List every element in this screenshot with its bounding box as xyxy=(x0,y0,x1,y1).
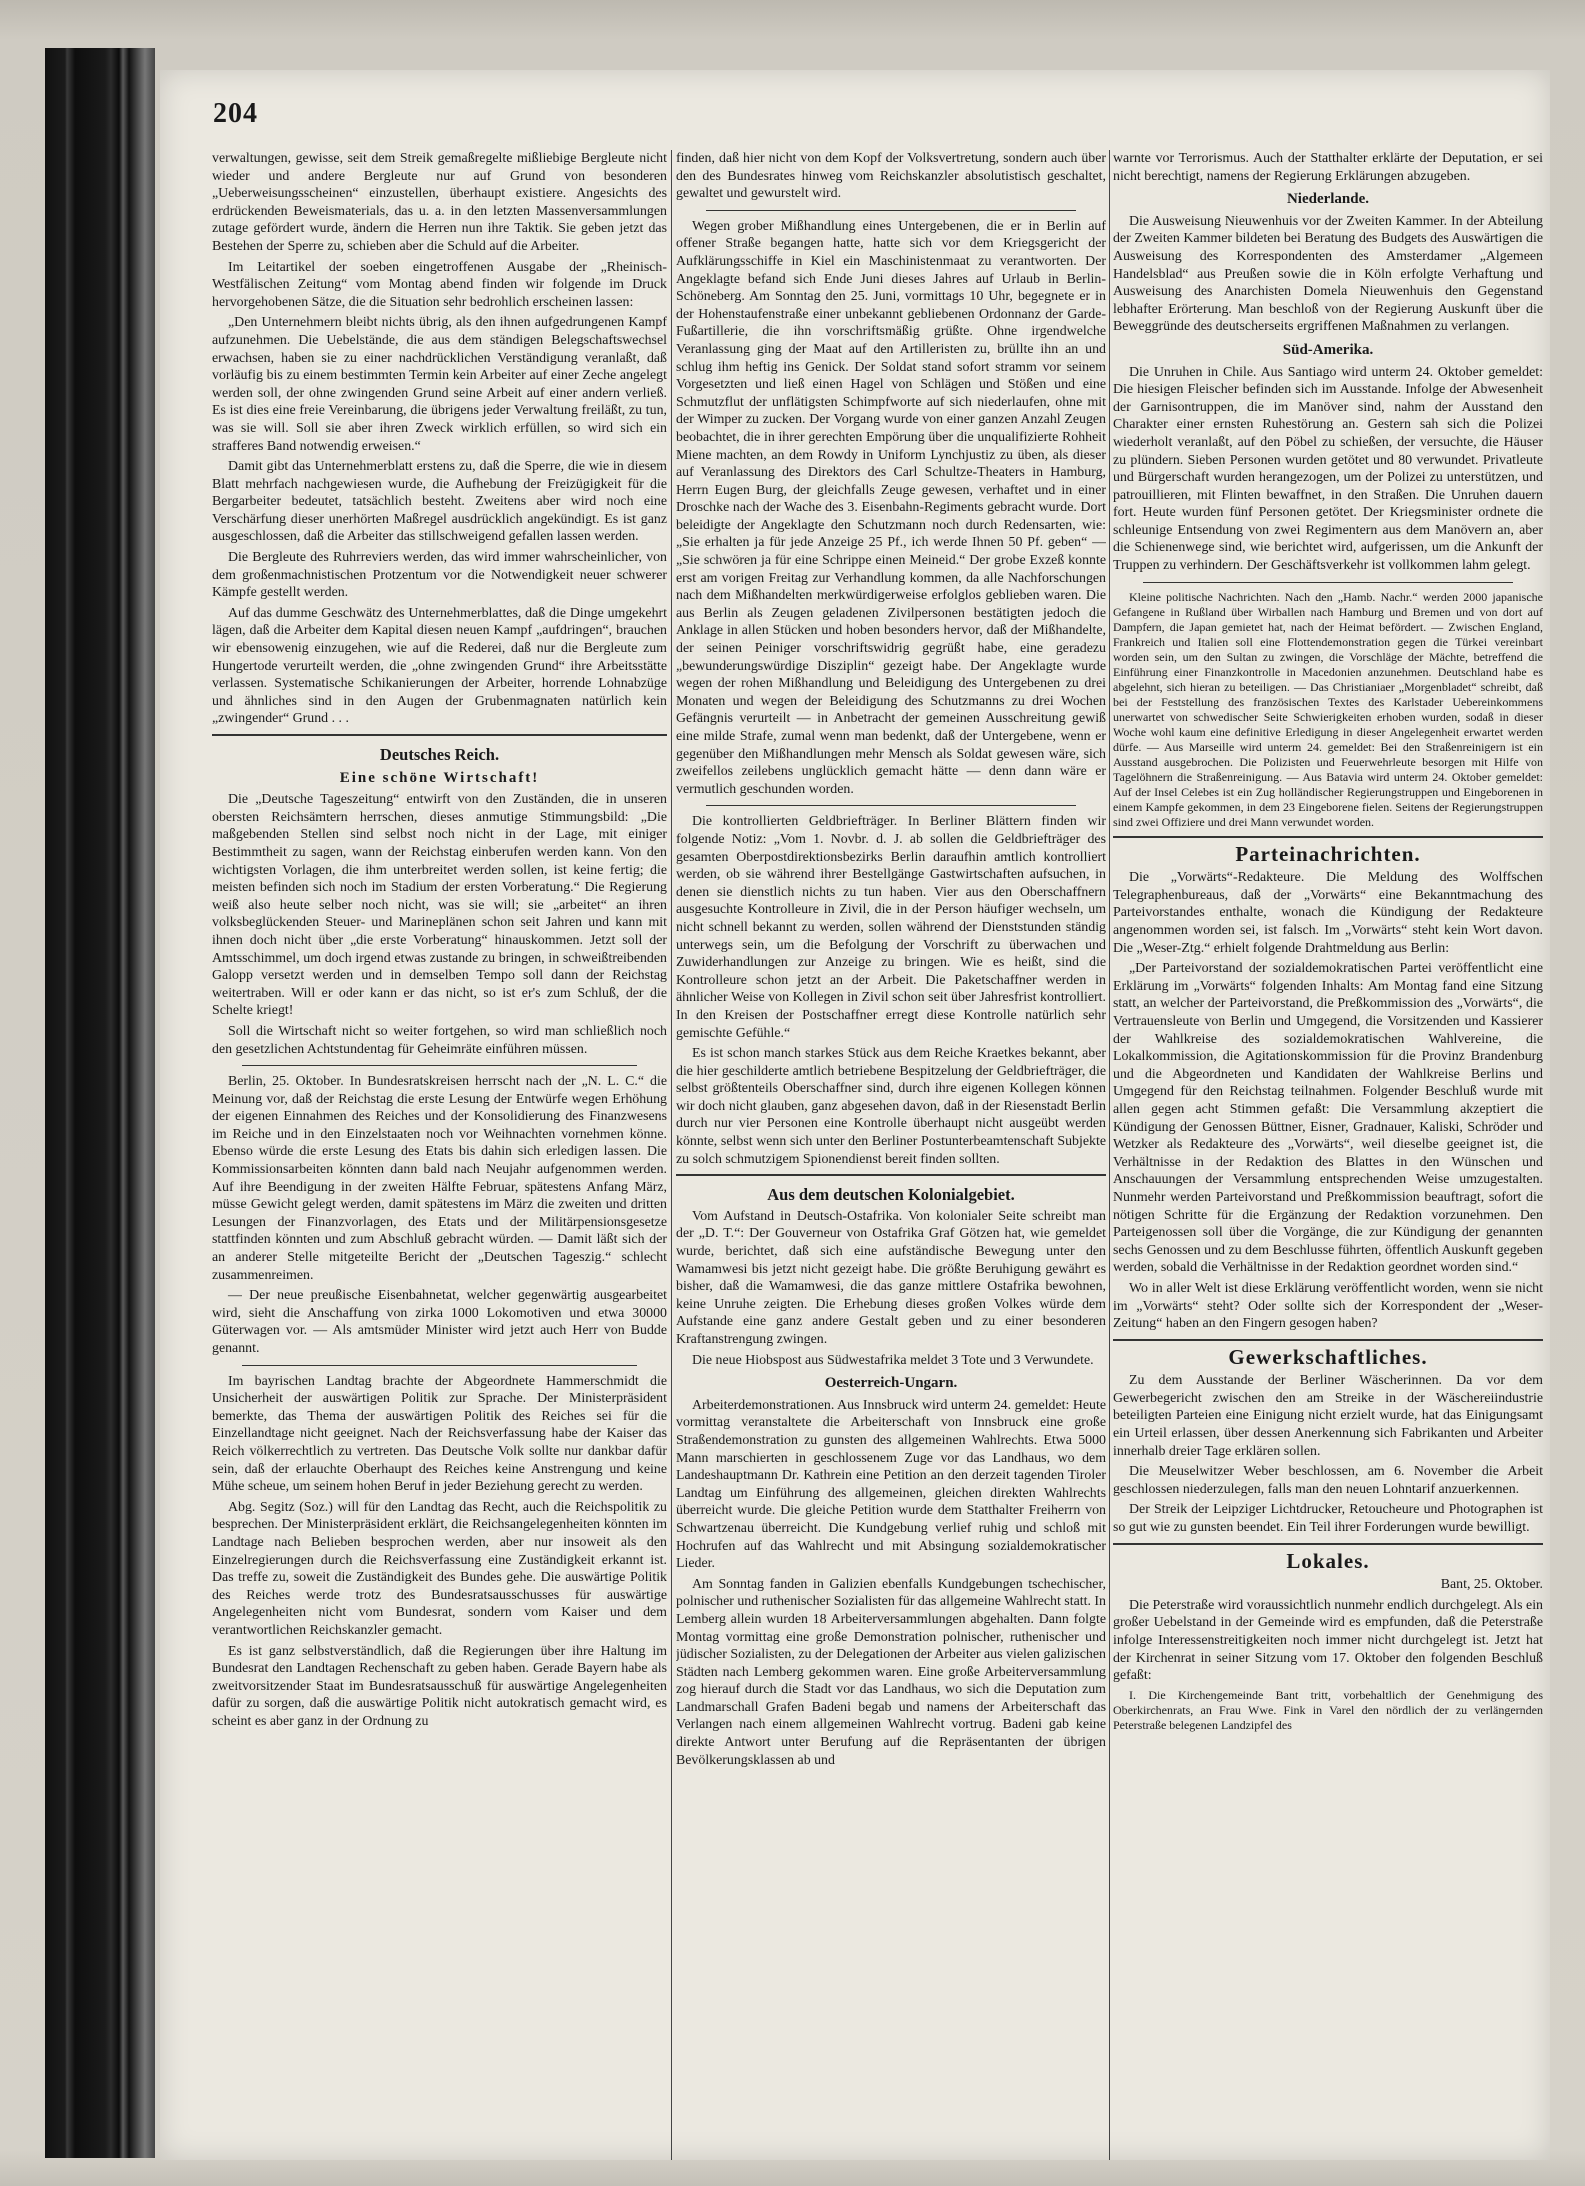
paragraph: warnte vor Terrorismus. Auch der Statthalter erklärte der Deputation, er sei nicht berechtigt, namens der Regierung Erklärungen abzugeben. xyxy=(1113,151,1543,184)
section-heading: Oesterreich-Ungarn. xyxy=(824,1375,958,1392)
column-2 xyxy=(676,150,1106,2160)
paragraph: Damit gibt das Unternehmerblatt erstens zu, daß die Sperre, die wie in diesem Blatt mehrfach nachgewiesen wurde, die Aufhebung der Freizügigkeit für die Bergarbeiter bedeutet, tatsächlich besteht. Zweitens aber wird noch eine Verschärfung dieser unerhörten Maßregel ausdrücklich angekündigt. Es ist ganz ausgeschlossen, daß die Arbeiter das stillschweigend gefallen lassen werden. xyxy=(212,459,667,545)
paragraph: Die Peterstraße wird voraussichtlich nunmehr endlich durchgelegt. Als ein großer Uebelstand in der Gemeinde wird es empfunden, daß die Peterstraße infolge Interessenstreitigkeiten noch immer nicht durchgelegt ist. Jetzt hat der Kirchenrat in seiner Sitzung vom 17. Oktober den folgenden Beschluß gefaßt: xyxy=(1113,1597,1543,1684)
section-heading: Süd-Amerika. xyxy=(1282,341,1374,358)
divider xyxy=(242,1065,637,1066)
page-number: 204 xyxy=(213,98,258,129)
section-heading: Gewerkschaftliches. xyxy=(1228,1344,1428,1369)
section-divider xyxy=(1113,1543,1543,1545)
section-heading: Niederlande. xyxy=(1286,191,1370,208)
divider xyxy=(1143,582,1513,583)
section-heading: Aus dem deutschen Kolonialgebiet. xyxy=(767,1185,1015,1205)
paragraph: Die „Deutsche Tageszeitung“ entwirft von den Zuständen, die in unseren obersten Reichsämtern herrschen, dieses anmutige Stimmungsbild: „Die maßgebenden Stellen sind selbst noch nicht in der Lage, mit einiger Bestimmtheit zu sagen, wann der Reichstag einberufen werden kann. Von den wichtigsten Vorlagen, die ihm unterbreitet werden sollen, ist keine fertig; die meisten befinden sich noch im Stadium der ersten Vorberatung.“ Die Regierung weiß also heute selber noch nicht, was sie will; sie „arbeitet“ an ihren volksbeglückenden Steuer- und Marineplänen schon seit Jahren und kann mit ihnen doch nicht über „die erste Vorberatung“ hinauskommen. Jetzt soll der Amtsschimmel, um doch irgend etwas zustande zu bringen, in schweißtreibenden Galopp versetzt werden und in demselben Tempo soll dann der Reichstag weitertraben. Will er oder kann er das nicht, so ist er's zum Schluß, der die Schelte kriegt! xyxy=(212,792,667,1019)
section-divider xyxy=(212,734,667,736)
paragraph: Es ist schon manch starkes Stück aus dem Reiche Kraetkes bekannt, aber die hier geschilderte amtlich betriebene Bespitzelung der Geldbriefträger, die selbst größtenteils Oberschaffner sind, durch ihre eigenen Kollegen können wir doch nicht glauben, ganz abgesehen davon, daß in der Riesenstadt Berlin durch nur vier Personen eine Kontrolle überhaupt nicht ausgeübt werden könnte, selbst wenn sich unter den Berliner Postunterbeamtenschaft Subjekte zu solch schmutzigem Spionendienst bereit finden sollten. xyxy=(676,1046,1106,1167)
dateline: Bant, 25. Oktober. xyxy=(1440,1577,1543,1593)
paragraph: Die Bergleute des Ruhrreviers werden, das wird immer wahrscheinlicher, von dem großenmachnistischen Protzentum vor die Notwendigkeit neuer schwerer Kämpfe gestellt werden. xyxy=(212,550,667,601)
paragraph: Soll die Wirtschaft nicht so weiter fortgehen, so wird man schließlich noch den gesetzlichen Achtstundentag für Geheimräte einführen müssen. xyxy=(212,1023,667,1057)
divider xyxy=(706,805,1076,806)
paragraph: — Der neue preußische Eisenbahnetat, welcher gegenwärtig ausgearbeitet wird, sieht die Anschaffung von zirka 1000 Lokomotiven und etwa 30000 Güterwagen vor. — Als amtsmüder Minister wird jetzt auch Herr von Budde genannt. xyxy=(212,1288,667,1356)
paragraph: verwaltungen, gewisse, seit dem Streik gemaßregelte mißliebige Bergleute nicht wieder und andere Bergleute nur auf Grund von besonderen „Ueberweisungsscheinen“ einzustellen, überhaupt existiere. Angesichts des erdrückenden Beweismaterials, das u. a. in den letzten Massenversammlungen zutage gefördert wurde, ändern die Herren nun ihre Taktik. Sie geben jetzt das Bestehen der Sperre zu, schieben aber die Schuld auf die Arbeiter. xyxy=(212,151,667,254)
book-binding xyxy=(45,48,155,2158)
paragraph: Wegen grober Mißhandlung eines Untergebenen, die er in Berlin auf offener Straße begangen hatte, hatte sich vor dem Kriegsgericht der Aufklärungsschiffe in Kiel ein Maschinistenmaat zu verantworten. Der Angeklagte befand sich Ende Juni dieses Jahres auf Urlaub in Berlin-Schöneberg. Am Sonntag den 25. Juni, vormittags 10 Uhr, begegnete er in der Hohenstaufenstraße einer unbekannt gebliebenen Ordonnanz der Garde-Fußartillerie, die ihn vorschriftsmäßig grüßte. Ohne irgendwelche Veranlassung ging der Maat auf den Artilleristen zu, brüllte ihn an und schlug ihm heftig ins Genick. Der Soldat stand sofort stramm vor seinem Vorgesetzten und ließ einen Hagel von Schlägen und Stößen und eine Schmutzflut der unflätigsten Schimpfworte auf sich niederlaufen, ohne mit der Wimper zu zucken. Der Vorgang wurde von einer ganzen Anzahl Zeugen beobachtet, die in ihrer gerechten Empörung über die unqualifizierte Rohheit Miene machten, an dem Rowdy in Uniform Lynchjustiz zu üben, als dieser auf Veranlassung des Direktors des Carl Schultze-Theaters in Hamburg, Herrn Eugen Burg, der gleichfalls Zeuge gewesen, verhaftet und in einer Droschke nach der Wache des 3. Eisenbahn-Regiments gebracht wurde. Dort beleidigte der Angeklagte den Schutzmann noch durch Redensarten, wie: „Sie erhalten ja für jede Anzeige 25 Pf., ich werde Ihnen 50 Pf. geben“ — „Sie schwören ja für eine Schrippe einen Meineid.“ Der grobe Exzeß konnte erst am vorigen Freitag zur Verhandlung kommen, da alle Nachforschungen nach dem Mißhandelten merkwürdigerweise erfolglos geblieben waren. Die aus Berlin als Zeugen geladenen Zivilpersonen bestätigten jedoch die Anklage in allen Stücken und hoben besonders hervor, daß der Mißhandelte, der seinen Peiniger vorschriftswidrig gegrüßt habe, eine geradezu „bewunderungswürdige Disziplin“ gezeigt habe. Der Angeklagte wurde wegen der rohen Mißhandlung und Beleidigung des Untergebenen zu drei Monaten und wegen der Beleidigung des Schutzmanns zu drei Wochen Gefängnis verurteilt — in Anbetracht der gemeinen Ausschreitung gewiß eine milde Strafe, zumal wenn man bedenkt, daß der Untergebene, wenn er gegenüber den Mißhandlungen mehr Mensch als Soldat gewesen wäre, sich zweifellos zeilebens unglücklich gemacht hätte — denn dann wäre er vermutlich geschunden worden. xyxy=(676,218,1106,797)
divider xyxy=(242,1365,637,1366)
paragraph: Es ist ganz selbstverständlich, daß die Regierungen über ihre Haltung im Bundesrat den Landtagen Rechenschaft zu geben haben. Gerade Bayern habe als zweitvorsitzender Staat im Bundesratsausschuß für auswärtige Angelegenheiten dafür zu sorgen, daß die auswärtige Politik nicht autokratisch gemacht wird, es scheint es aber ganz in der Ordnung zu xyxy=(212,1643,667,1729)
paragraph: Die Ausweisung Nieuwenhuis vor der Zweiten Kammer. In der Abteilung der Zweiten Kammer bildeten bei Beratung des Budgets des Auswärtigen die Ausweisung des Korrespondenten des Amsterdamer „Algemeen Handelsblad“ aus Preußen sowie die in Köln erfolgte Verhaftung und Ausweisung des Anarchisten Domela Nieuwenhuis den Gegenstand lebhafter Erörterung. Man beschloß von der Regierung Auskunft über die Beweggründe des deutscherseits ergriffenen Maßnahmen zu verlangen. xyxy=(1113,213,1543,335)
paragraph: Die kontrollierten Geldbriefträger. In Berliner Blättern finden wir folgende Notiz: „Vom 1. Novbr. d. J. ab sollen die Geldbriefträger des gesamten Oberpostdirektionsbezirks Berlin daraufhin amtlich kontrolliert werden, ob sie während ihrer Bestellgänge Gastwirtschaften aufsuchen, in denen sie dienstlich nichts zu tun haben. Vier aus den Oberschaffnern ausgesuchte Kontrolleure in Zivil, die in der Person häufiger wechseln, um nicht schnell bekannt zu werden, sollen während der Dienststunden ständig unterwegs sein, um die Befolgung der Vorschrift zu überwachen und Zuwiderhandlungen zur Anzeige zu bringen. Wie es heißt, sind die Kontrolleure schon jetzt an der Arbeit. Die Paketschaffner werden in ähnlicher Weise von Kollegen in Zivil schon seit über Jahresfrist kontrolliert. In den Kreisen der Postschaffner erregt diese Kontrolle natürlich sehr gemischte Gefühle.“ xyxy=(676,814,1106,1041)
paragraph: Wo in aller Welt ist diese Erklärung veröffentlicht worden, wenn sie nicht im „Vorwärts“ steht? Oder sollte sich der Korrespondent der „Weser-Zeitung“ haben an den Fingern gesogen haben? xyxy=(1113,1280,1543,1332)
quote-paragraph: „Den Unternehmern bleibt nichts übrig, als den ihnen aufgedrungenen Kampf aufzunehmen. Die Uebelstände, die aus dem ständigen Belegschaftswechsel erwachsen, haben sie zu einer nachdrücklichen Verständigung veranlaßt, daß vorläufig bis zu einem bestimmten Termin kein Arbeiter auf einer Zeche angelegt werden soll, der ohne zwingenden Grund seine Arbeit auf einer andern verließ. Es ist dies eine freie Vereinbarung, die übrigens jeder Verwaltung freiläßt, zu tun, was sie will. Soll sie aber ihren Zweck wirklich erfüllen, so wird sich ein strafferes Band notwendig erweisen.“ xyxy=(212,315,667,454)
paragraph: Im Leitartikel der soeben eingetroffenen Ausgabe der „Rheinisch-Westfälischen Zeitung“ vom Montag abend finden wir folgende im Druck hervorgehobenen Sätze, die die Situation sehr bedrohlich erscheinen lassen: xyxy=(212,259,667,310)
paragraph: Im bayrischen Landtag brachte der Abgeordnete Hammerschmidt die Unsicherheit der auswärtigen Politik zur Sprache. Der Ministerpräsident bemerkte, das Thema der auswärtigen Politik des Reiches sei für die Einzellandtage nicht geeignet. Nach der Reichsverfassung habe der Kaiser das Reich völkerrechtlich zu vertreten. Das Deutsche Volk sollte nur dankbar dafür sein, daß der erlauchte Oberhaupt des Reiches keine Anstrengung und keine Mühe scheue, um seinem hohen Beruf in jeder Beziehung gerecht zu werden. xyxy=(212,1373,667,1495)
paragraph: Zu dem Ausstande der Berliner Wäscherinnen. Da vor dem Gewerbegericht zwischen den am Streike in der Wäschereiindustrie beteiligten Parteien eine Einigung nicht erzielt wurde, hat das Einigungsamt ein Urteil erlassen, über dessen Anerkennung sich Fabrikanten und Arbeiter innerhalb dreier Tage erklären sollen. xyxy=(1113,1373,1543,1459)
paragraph: Der Streik der Leipziger Lichtdrucker, Retoucheure und Photographen ist so gut wie zu gunsten beendet. Ein Teil ihrer Forderungen wurde bewilligt. xyxy=(1113,1502,1543,1536)
paragraph: Die „Vorwärts“-Redakteure. Die Meldung des Wolffschen Telegraphenbureaus, daß der „Vorwärts“ eine Bekanntmachung des Parteivorstandes enthalte, wonach die Kündigung der Redakteure angenommen worden sei, ist falsch. Im „Vorwärts“ steht kein Wort davon. Die „Weser-Ztg.“ erhielt folgende Drahtmeldung aus Berlin: xyxy=(1113,870,1543,956)
divider xyxy=(706,210,1076,211)
paragraph: Die Unruhen in Chile. Aus Santiago wird unterm 24. Oktober gemeldet: Die hiesigen Fleischer befinden sich im Ausstande. Infolge der Abwesenheit der Garnisontruppen, die im Manöver sind, nahm der Ausstand den Charakter einer ernsten Ruhestörung an. Gestern sah sich die Polizei wiederholt veranlaßt, auf den Pöbel zu schießen, der versuchte, die Häuser zu plündern. Sieben Personen wurden getötet und 80 verwundet. Privatleute und Bürgerschaft wurden herangezogen, um der Polizei zu unterstützen, und patrouillieren, mit Flinten bewaffnet, in den Straßen. Die Unruhen dauern fort. Heute wurden fünf Personen getötet. Der Kriegsminister ordnete die schleunige Entsendung von zwei Regimentern aus dem Manövern an, aber die Schienenwege sind, wie berichtet wird, aufgerissen, um die Ankunft der Truppen zu verhindern. Der Geschäftsverkehr ist vollkommen lahm gelegt. xyxy=(1113,364,1543,574)
column-1 xyxy=(212,150,667,2160)
paragraph: Auf das dumme Geschwätz des Unternehmerblattes, daß die Dinge umgekehrt lägen, daß die Arbeiter dem Kapital diesen neuen Kampf „aufdringen“, brauchen wir ebensowenig einzugehen, wie auf die Rederei, daß nur die Bergleute zum Hungertode verurteilt werden, die „ohne zwingenden Grund“ ihre Arbeitsstätte verlassen. Systematische Schikanierungen der Arbeiter, horrende Lohnabzüge und ähnliches sind in den Augen der Grubenmagnaten natürlich kein „zwingender“ Grund . . . xyxy=(212,605,667,727)
section-divider xyxy=(1113,1339,1543,1341)
column-3 xyxy=(1113,150,1543,2160)
paragraph: Arbeiterdemonstrationen. Aus Innsbruck wird unterm 24. gemeldet: Heute vormittag veranstaltete die Arbeiterschaft von Innsbruck eine große Straßendemonstration zu gunsten des allgemeinen Wahlrechts. Etwa 5000 Mann marschierten in geschlossenem Zuge vor das Landhaus, wo dem Landeshauptmann Dr. Kathrein eine Petition an den derzeit tagenden Tiroler Landtag um Einführung des allgemeinen, gleichen direkten Wahlrechts überreicht wurde. Die gleiche Petition wurde dem Statthalter Freiherrn von Schwartzenau überreicht. Die Kundgebung verlief ruhig und schloß mit Hochrufen auf das Wahlrecht und mit Absingung sozialdemokratischer Lieder. xyxy=(676,1397,1106,1572)
section-heading: Lokales. xyxy=(1286,1548,1370,1573)
news-briefs: Kleine politische Nachrichten. Nach den „Hamb. Nachr.“ werden 2000 japanische Gefangene in Rußland über Wirballen nach Hamburg und Bremen und von dort auf Dampfern, die Japan gemietet hat, nach der Heimat befördert. — Zwischen England, Frankreich und Italien soll eine Flottendemonstration gegen die Türkei vereinbart worden sein, um den Sultan zu zwingen, die Vorschläge der Mächte, betreffend die Einführung einer Finanzkontrolle in Macedonien anzunehmen. Deutschland habe es abgelehnt, sich hieran zu beteiligen. — Das Christianiaer „Morgenbladet“ schreibt, daß bei der Feststellung des französischen Textes des Karlstader Uebereinkommens unerwartet von schwedischer Seite Schwierigkeiten erhoben wurden, sodaß in dieser Woche wohl kaum eine definitive Erledigung in dieser Angelegenheit erwartet werden dürfe. — Aus Marseille wird unterm 24. gemeldet: Bei den Straßenreinigern ist ein Ausstand ausgebrochen. Die Polizisten und Feuerwehrleute besorgen mit Hilfe von Tagelöhnern die Straßenreinigung. — Aus Batavia wird unterm 24. Oktober gemeldet: Auf der Insel Celebes ist ein Zug holländischer Regierungstruppen und Eingeborenen in einem Kampfe gekommen, in dem 23 Eingeborene fielen. Seitens der Regierungstruppen sind zwei Offiziere und drei Mann verwundet worden. xyxy=(1113,589,1543,829)
section-divider xyxy=(676,1174,1106,1176)
paragraph: Vom Aufstand in Deutsch-Ostafrika. Von kolonialer Seite schreibt man der „D. T.“: Der Gouverneur von Ostafrika Graf Götzen hat, wie gemeldet wurde, berichtet, daß sich eine aufständische Bewegung unter den Wamamwesi bis jetzt nicht gezeigt habe. Die größte Beruhigung gewährt es bisher, daß die Wamamwesi, die das ganze mittlere Ostafrika bewohnen, keine Unruhe zeigten. Die Erhebung dieses großen Volkes würde dem Aufstande eine ganz andere Gestalt geben und zu einer besonderen Kraftanstrengung zwingen. xyxy=(676,1208,1106,1347)
section-heading: Deutsches Reich. xyxy=(379,745,500,764)
column-rule xyxy=(671,150,672,2160)
paragraph: Abg. Segitz (Soz.) will für den Landtag das Recht, auch die Reichspolitik zu besprechen. Der Ministerpräsident erklärt, die Reichsangelegenheiten könnten im Landtage nach Belieben besprochen werden, aber nur insoweit als den Einzelregierungen durch die Reichsverfassung eine Zuständigkeit erkannt ist. Das treffe zu, soweit die Zuständigkeit des Bundes gehe. Die auswärtige Politik des Reiches werde trotz des Bundesratsausschusses für auswärtige Angelegenheiten nicht vom Bundesrat, sondern vom Kaiser und dem verantwortlichen Reichskanzler gemacht. xyxy=(212,1499,667,1638)
paragraph: Berlin, 25. Oktober. In Bundesratskreisen herrscht nach der „N. L. C.“ die Meinung vor, daß der Reichstag die erste Lesung der Entwürfe wegen Erhöhung der eigenen Einnahmen des Reiches und der Konsolidierung des Finanzwesens im Reiche und in den Einzelstaaten noch vor Weihnachten vornehmen könne. Ebenso würde die erste Lesung des Etats bis dahin sich erledigen lassen. Die Kommissionsarbeiten könnten dann bald nach Neujahr aufgenommen werden. Auf ihre Beendigung in der zweiten Hälfte Februar, spätestens Anfang März, müsse Gewicht gelegt werden, damit spätestens im März die zweiten und dritten Lesungen der Finanzvorlagen, des Etats und der Militärpensionsgesetze stattfinden könnten und zum Abschluß gebracht würden. — Damit läßt sich der an anderer Stelle mitgeteilte Bericht der „Deutschen Tageszig.“ schlecht zusammenreimen. xyxy=(212,1074,667,1283)
section-divider xyxy=(1113,836,1543,838)
paragraph: finden, daß hier nicht von dem Kopf der Volksvertretung, sondern auch über den des Bundesrates hinweg vom Reichskanzler absolutistisch geschaltet, gewaltet und gewurstelt wird. xyxy=(676,151,1106,202)
paragraph: Am Sonntag fanden in Galizien ebenfalls Kundgebungen tschechischer, polnischer und ruthenischer Sozialisten für das allgemeine Wahlrecht statt. In Lemberg allein wurden 18 Arbeiterversammlungen abgehalten. Dann folgte Montag vormittag eine große Demonstration polnischer, ruthenischer und jüdischer Sozialisten, zu der Delegationen der Arbeiter aus vielen galizischen Städten nach Lemberg gekommen waren. Eine große Arbeiterversammlung zog hierauf durch die Stadt vor das Landhaus, wo sich die Deputation zum Landmarschall Grafen Badeni begab und namens der Arbeiterschaft das Verlangen nach einem allgemeinen Wahlrecht vortrug. Badeni gab keine direkte Antwort unter Berufung auf die Repräsentanten der übrigen Bevölkerungsklassen ab und xyxy=(676,1576,1106,1768)
column-rule xyxy=(1109,150,1110,2160)
section-heading: Parteinachrichten. xyxy=(1235,841,1421,866)
paragraph: I. Die Kirchengemeinde Bant tritt, vorbehaltlich der Genehmigung des Oberkirchenrats, an Frau Wwe. Fink in Varel den nördlich der zu verlängernden Peterstraße belegenen Landzipfel des xyxy=(1113,1687,1543,1732)
paragraph: Die Meuselwitzer Weber beschlossen, am 6. November die Arbeit geschlossen niederzulegen, falls man den neuen Lohntarif anzuerkennen. xyxy=(1113,1464,1543,1497)
quote-paragraph: „Der Parteivorstand der sozialdemokratischen Partei veröffentlicht eine Erklärung im „Vorwärts“ folgenden Inhalts: Am Montag fand eine Sitzung statt, an welcher der Parteivorstand, die Preßkommission des „Vorwärts“, die Vertrauensleute von Berlin und Umgegend, die Vorsitzenden und Kassierer der Wahlkreise des sozialdemokratischen Wahlvereine, die Lokalkommission, die Agitationskommission für die Provinz Brandenburg und die Abgeordneten und Kandidaten der Wahlkreise Berlins und Umgegend für den Reichstag teilnahmen. Folgender Beschluß wurde mit allen gegen acht Stimmen gefaßt: Die Versammlung akzeptiert die Kündigung der Genossen Büttner, Eisner, Gradnauer, Kaliski, Schröder und Wetzker als Redakteure des „Vorwärts“, weil dieselbe geeignet ist, die Verhältnisse in der Redaktion des Blattes in den Wünschen und Anschauungen der Versammlung entsprechenden Weise umzugestalten. Nunmehr werden Parteivorstand und Preßkommission beauftragt, sofort die nötigen Schritte für die Ergänzung der Redaktion vorzunehmen. Den Parteigenossen soll über die Vorgänge, die zur Kündigung der genannten sechs Genossen und zu dem Beschlusse führten, öffentlich Auskunft gegeben werden, sobald die Verhältnisse in der Redaktion geordnet worden sind.“ xyxy=(1113,961,1543,1276)
paragraph: Die neue Hiobspost aus Südwestafrika meldet 3 Tote und 3 Verwundete. xyxy=(692,1352,1094,1368)
article-heading: Eine schöne Wirtschaft! xyxy=(339,769,540,786)
